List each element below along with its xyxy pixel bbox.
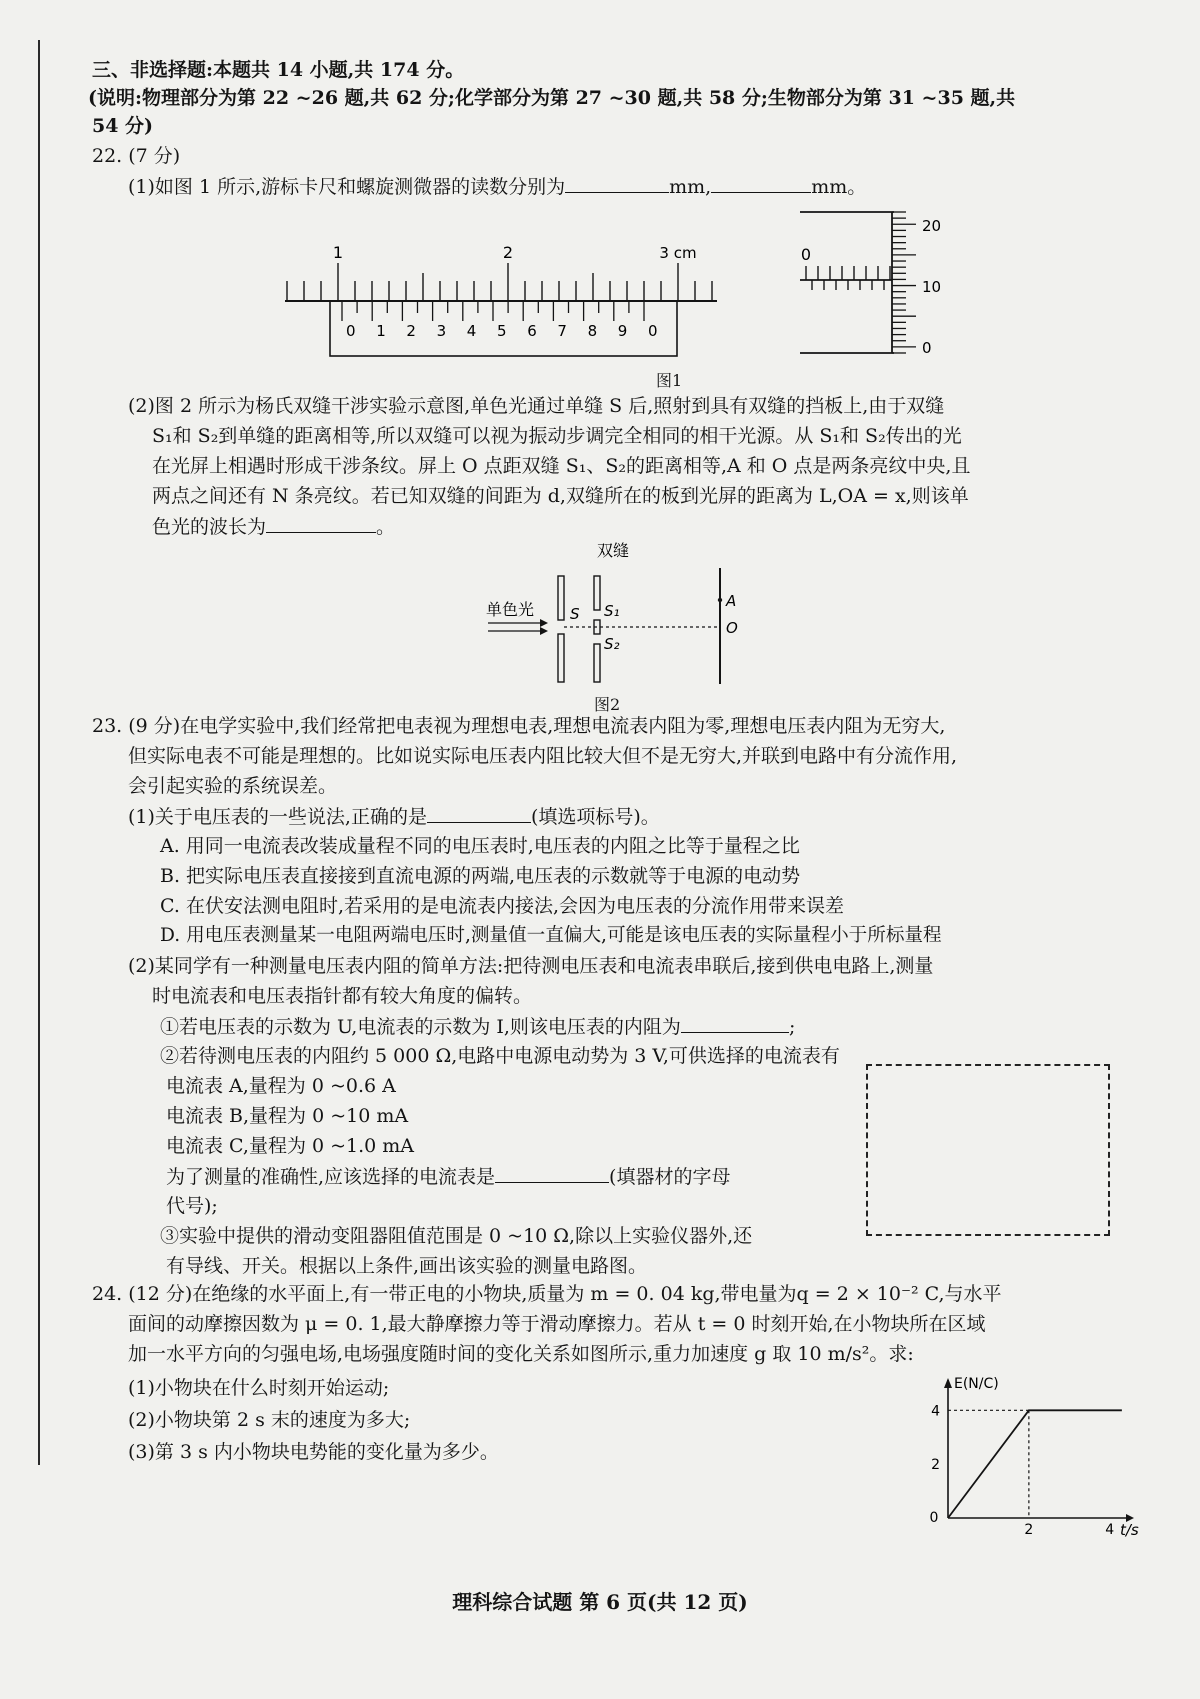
- micrometer-figure: [790, 206, 960, 366]
- q23-sub1-text: ①若电压表的示数为 U,电流表的示数为 I,则该电压表的内阻为: [160, 1016, 681, 1038]
- answer-blank-micrometer[interactable]: [711, 174, 811, 193]
- answer-blank-internal-resistance[interactable]: [681, 1014, 789, 1033]
- micrometer-sleeve-label-0: 0: [800, 245, 812, 264]
- caliper-vernier-label: 3: [436, 322, 447, 340]
- q23-sub3-line-2: 有导线、开关。根据以上条件,画出该实验的测量电路图。: [166, 1255, 648, 1277]
- micrometer-thimble-scale: [892, 212, 916, 353]
- answer-blank-ammeter[interactable]: [495, 1164, 609, 1183]
- q24-intro-line-3: 加一水平方向的匀强电场,电场强度随时间的变化关系如图所示,重力加速度 g 取 10 m/s²。求:: [128, 1343, 914, 1365]
- chart-x-axis-label: t/s: [1120, 1521, 1139, 1538]
- q24-intro-line-2: 面间的动摩擦因数为 μ = 0. 1,最大静摩擦力等于滑动摩擦力。若从 t = 0 时刻开始,在小物块所在区域: [128, 1313, 986, 1335]
- caliper-vernier-label: 4: [466, 322, 477, 340]
- q24-intro-line-1: 24. (12 分)在绝缘的水平面上,有一带正电的小物块,质量为 m = 0. 04 kg,带电量为q = 2 × 10⁻² C,与水平: [92, 1283, 1002, 1305]
- double-slit-plate-bottom: [594, 644, 600, 682]
- q23-part1-text: (1)关于电压表的一些说法,正确的是: [128, 806, 427, 828]
- vernier-caliper-figure: [280, 238, 720, 368]
- micrometer-thimble-label-20: 20: [922, 217, 942, 235]
- caliper-vernier-label: 5: [497, 322, 507, 340]
- caliper-main-label-2: 2: [502, 243, 514, 262]
- slit-s2-label: S₂: [604, 635, 620, 653]
- unit-mm-2: mm。: [811, 176, 867, 198]
- option-b: B. 把实际电压表直接接到直流电源的两端,电压表的示数就等于电源的电动势: [160, 865, 801, 887]
- q23-part2-line-2: 时电流表和电压表指针都有较大角度的偏转。: [152, 985, 533, 1007]
- option-d: D. 用电压表测量某一电阻两端电压时,测量值一直偏大,可能是该电压表的实际量程小于所标量程: [160, 925, 942, 946]
- q23-sub2-question: [166, 1164, 730, 1189]
- figure-1-caption: 图1: [656, 371, 683, 390]
- q23-sub2: ②若待测电压表的内阻约 5 000 Ω,电路中电源电动势为 3 V,可供选择的电流表有: [160, 1045, 840, 1067]
- double-slit-plate-top: [594, 576, 600, 610]
- ammeter-c: 电流表 C,量程为 0 ~1.0 mA: [166, 1135, 415, 1157]
- micrometer-sleeve-scale: [806, 266, 890, 290]
- caliper-main-label-1: 1: [332, 243, 344, 262]
- q23-intro-line-2: 但实际电表不可能是理想的。比如说实际电压表内阻比较大但不是无穷大,并联到电路中有分流作用,: [128, 745, 958, 767]
- caliper-vernier-label: 9: [617, 322, 628, 340]
- q22-part2-end: 。: [376, 516, 396, 538]
- caliper-vernier-label: 0: [648, 322, 658, 340]
- light-arrow-1: [540, 619, 548, 627]
- slit-s-label: S: [570, 605, 580, 623]
- double-slit-label: 双缝: [597, 541, 630, 560]
- single-slit-top: [558, 576, 564, 620]
- q23-intro-line-1: 23. (9 分)在电学实验中,我们经常把电表视为理想电表,理想电流表内阻为零,理想电压表内阻为无穷大,: [92, 715, 946, 737]
- figure-2-caption: 图2: [594, 695, 621, 714]
- q22-part2-line-5: [152, 514, 395, 539]
- point-o-label: O: [726, 619, 738, 637]
- circuit-drawing-box[interactable]: [866, 1064, 1110, 1236]
- unit-mm-1: mm,: [669, 176, 712, 198]
- micrometer-thimble-label-10: 10: [922, 278, 942, 296]
- q23-sub2-question-cont: 代号);: [166, 1195, 218, 1217]
- caliper-vernier-label: 0: [346, 322, 356, 340]
- ammeter-b: 电流表 B,量程为 0 ~10 mA: [166, 1105, 409, 1127]
- single-slit-bottom: [558, 634, 564, 682]
- ammeter-a: 电流表 A,量程为 0 ~0.6 A: [166, 1075, 396, 1097]
- answer-blank-voltmeter-option[interactable]: [427, 804, 531, 823]
- section-note-line-2: 54 分): [92, 115, 154, 137]
- point-a-label: A: [726, 592, 737, 610]
- option-a: A. 用同一电流表改装成量程不同的电压表时,电压表的内阻之比等于量程之比: [160, 835, 800, 857]
- q22-part1: [128, 174, 866, 199]
- q23-part2-line-1: (2)某同学有一种测量电压表内阻的简单方法:把待测电压表和电流表串联后,接到供电电路上,测量: [128, 955, 934, 977]
- q24-question-3: (3)第 3 s 内小物块电势能的变化量为多少。: [128, 1441, 499, 1463]
- chart-y-tick-label: 2: [931, 1457, 940, 1474]
- chart-x-tick-label: 4: [1105, 1522, 1115, 1538]
- page-footer: 理科综合试题 第 6 页(共 12 页): [452, 1590, 748, 1614]
- chart-y-axis-label: E(N/C): [954, 1376, 999, 1392]
- point-a: [718, 598, 722, 602]
- q22-part2-line-3: 在光屏上相遇时形成干涉条纹。屏上 O 点距双缝 S₁、S₂的距离相等,A 和 O 点是两条亮纹中央,且: [152, 455, 971, 477]
- micrometer-thimble-label-0: 0: [922, 339, 932, 357]
- q23-intro-line-3: 会引起实验的系统误差。: [128, 775, 338, 797]
- q23-sub1: [160, 1014, 795, 1039]
- option-c: C. 在伏安法测电阻时,若采用的是电流表内接法,会因为电压表的分流作用带来误差: [160, 895, 845, 917]
- q23-sub2-question-text: 为了测量的准确性,应该选择的电流表是: [166, 1166, 496, 1188]
- q22-part2-text: 色光的波长为: [152, 516, 267, 538]
- caliper-vernier-label: 8: [587, 322, 598, 340]
- double-slit-figure: [480, 538, 760, 688]
- q23-part1: [128, 804, 660, 829]
- q22-part2-line-1: (2)图 2 所示为杨氏双缝干涉实验示意图,单色光通过单缝 S 后,照射到具有双缝的挡板上,由于双缝: [128, 395, 945, 417]
- q24-question-1: (1)小物块在什么时刻开始运动;: [128, 1377, 390, 1399]
- monochromatic-light-label: 单色光: [486, 600, 535, 619]
- chart-x-tick-label: 2: [1024, 1522, 1034, 1538]
- q22-part2-line-4: 两点之间还有 N 条亮纹。若已知双缝的间距为 d,双缝所在的板到光屏的距离为 L,OA = x,则该单: [152, 485, 969, 507]
- caliper-main-label-3cm: 3 cm: [659, 244, 697, 262]
- chart-y-tick-label: 4: [931, 1403, 940, 1420]
- answer-blank-wavelength[interactable]: [266, 514, 376, 533]
- chart-y-axis-arrow: [944, 1378, 952, 1388]
- q22-header: 22. (7 分): [92, 145, 181, 167]
- caliper-vernier-scale: [342, 301, 644, 321]
- section-note-line-1: (说明:物理部分为第 22 ~26 题,共 62 分;化学部分为第 27 ~30 题,共 58 分;生物部分为第 31 ~35 题,共: [88, 87, 1016, 109]
- chart-series-line: [948, 1410, 1122, 1518]
- caliper-vernier-label: 2: [406, 322, 416, 340]
- caliper-vernier-label: 1: [376, 322, 386, 340]
- margin-line: [38, 40, 40, 1465]
- q23-sub2-question-hint: (填器材的字母: [609, 1166, 731, 1188]
- q22-part1-text: (1)如图 1 所示,游标卡尺和螺旋测微器的读数分别为: [128, 176, 566, 198]
- q23-part1-hint: (填选项标号)。: [530, 806, 660, 828]
- chart-x-tick-label: 0: [929, 1510, 939, 1526]
- caliper-vernier-label: 6: [527, 322, 537, 340]
- e-t-chart: [900, 1366, 1140, 1538]
- caliper-vernier-label: 7: [557, 322, 567, 340]
- q23-sub1-end: ;: [788, 1016, 796, 1038]
- section-header: 三、非选择题:本题共 14 小题,共 174 分。: [92, 59, 465, 81]
- caliper-main-scale: [287, 263, 712, 301]
- light-arrow-2: [540, 627, 548, 635]
- q24-question-2: (2)小物块第 2 s 末的速度为多大;: [128, 1409, 411, 1431]
- q22-part2-line-2: S₁和 S₂到单缝的距离相等,所以双缝可以视为振动步调完全相同的相干光源。从 S₁和 S₂传出的光: [152, 425, 962, 447]
- answer-blank-caliper[interactable]: [565, 174, 669, 193]
- slit-s1-label: S₁: [604, 602, 620, 620]
- q23-sub3-line-1: ③实验中提供的滑动变阻器阻值范围是 0 ~10 Ω,除以上实验仪器外,还: [160, 1225, 753, 1247]
